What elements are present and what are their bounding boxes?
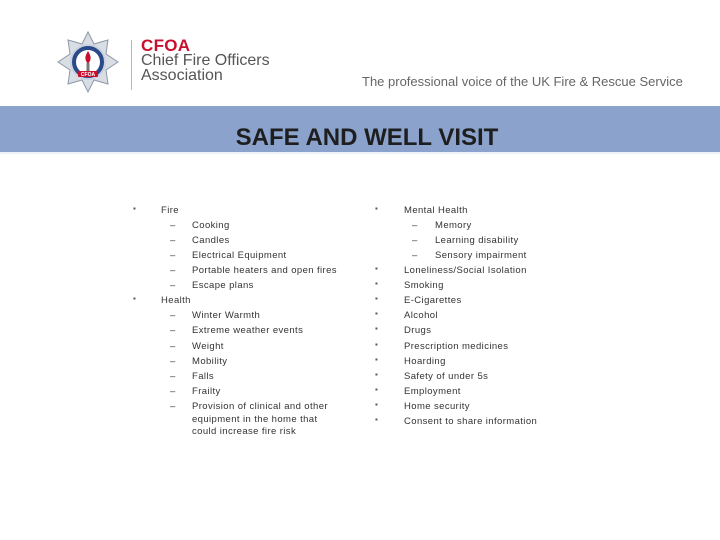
dash-icon: – [412,235,418,246]
dash-icon: – [170,220,176,231]
dash-icon: – [412,250,418,261]
list-item: Smoking [404,280,444,291]
org-line-1: Chief Fire Officers [141,52,270,69]
list-item: Escape plans [192,280,254,291]
dash-icon: – [170,265,176,276]
square-bullet-icon: ▪ [375,204,379,213]
list-item: Extreme weather events [192,325,304,336]
fire-heading: Fire [161,205,179,216]
list-item: Cooking [192,220,230,231]
square-bullet-icon: ▪ [375,324,379,333]
list-item: Consent to share information [404,416,538,427]
dash-icon: – [170,371,176,382]
dash-icon: – [170,401,176,412]
logo-text: CFOA [80,72,96,78]
list-item: Safety of under 5s [404,371,489,382]
dash-icon: – [170,235,176,246]
square-bullet-icon: ▪ [375,264,379,273]
list-item: Home security [404,401,470,412]
square-bullet-icon: ▪ [375,309,379,318]
list-item: Candles [192,235,230,246]
org-line-2: Association [141,67,223,84]
list-item: Loneliness/Social Isolation [404,265,527,276]
square-bullet-icon: ▪ [375,385,379,394]
dash-icon: – [412,220,418,231]
list-item: Sensory impairment [435,250,527,261]
dash-icon: – [170,310,176,321]
list-item: Prescription medicines [404,341,509,352]
list-item: Memory [435,220,472,231]
dash-icon: – [170,280,176,291]
square-bullet-icon: ▪ [133,294,137,303]
dash-icon: – [170,341,176,352]
right-column [360,0,720,540]
dash-icon: – [170,250,176,261]
list-item: Alcohol [404,310,438,321]
list-item: Employment [404,386,461,397]
list-item: Mobility [192,356,228,367]
square-bullet-icon: ▪ [375,355,379,364]
list-item: Drugs [404,325,432,336]
list-item: Portable heaters and open fires [192,265,337,276]
dash-icon: – [170,356,176,367]
list-item: Frailty [192,386,221,397]
square-bullet-icon: ▪ [375,340,379,349]
list-item: Electrical Equipment [192,250,287,261]
tagline: The professional voice of the UK Fire & Rescue Service [362,74,683,89]
dash-icon: – [170,325,176,336]
list-item: Learning disability [435,235,519,246]
list-item: E-Cigarettes [404,295,462,306]
square-bullet-icon: ▪ [375,415,379,424]
list-item: Falls [192,371,215,382]
square-bullet-icon: ▪ [375,294,379,303]
list-item: Weight [192,341,224,352]
square-bullet-icon: ▪ [375,400,379,409]
page-title: SAFE AND WELL VISIT [235,124,499,151]
square-bullet-icon: ▪ [375,279,379,288]
dash-icon: – [170,386,176,397]
list-item: Winter Warmth [192,310,261,321]
square-bullet-icon: ▪ [133,204,137,213]
list-item: Hoarding [404,356,446,367]
mental-health-heading: Mental Health [404,205,468,216]
org-abbr: CFOA [141,36,191,55]
health-heading: Health [161,295,191,306]
list-item: Provision of clinical and other equipment in the home that could increase fire risk [192,401,328,437]
square-bullet-icon: ▪ [375,370,379,379]
